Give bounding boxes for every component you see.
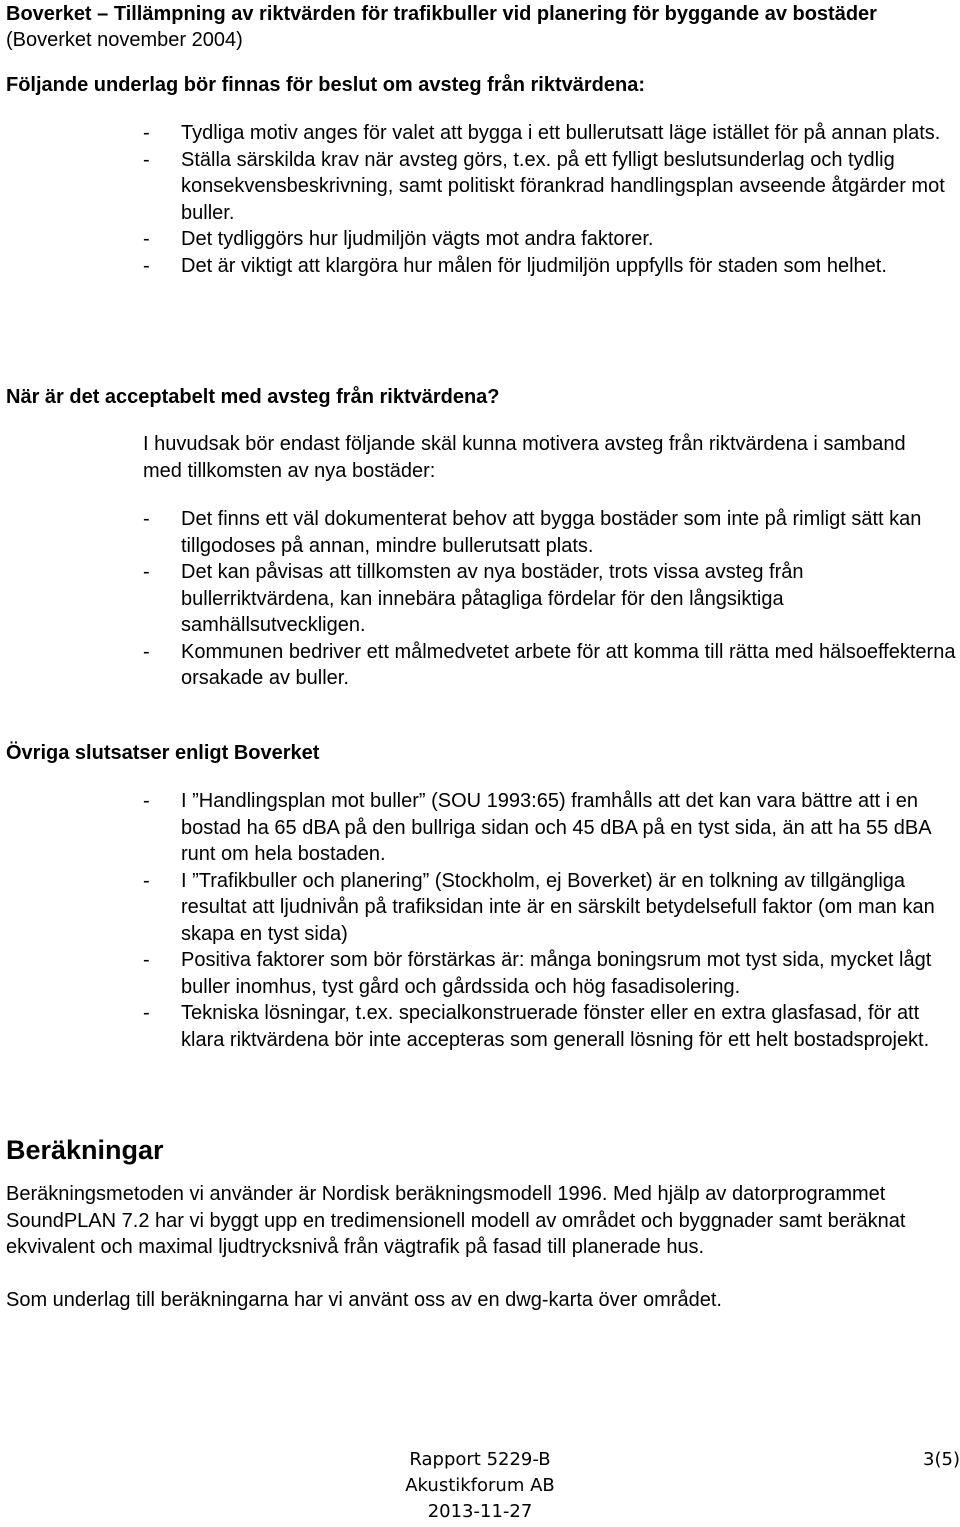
section-heading-slutsatser: Övriga slutsatser enligt Boverket: [6, 742, 320, 764]
title-bold: Boverket – Tillämpning av riktvärden för trafikbuller vid planering för byggande av bostäder: [6, 3, 877, 25]
list-item: - Kommunen bedriver ett målmedvetet arbete för att komma till rätta med hälsoeffekterna orsakade av buller.: [143, 640, 956, 689]
list-item: - Tekniska lösningar, t.ex. specialkonstruerade fönster eller en extra glasfasad, för att klara riktvärdena bör inte accepteras som generall lösning för ett helt bostadsprojekt.: [143, 1002, 930, 1051]
list-item: - Det finns ett väl dokumenterat behov att bygga bostäder som inte på rimligt sätt kan tillgodoses på annan, mindre bullerutsatt plats.: [143, 508, 922, 557]
acceptabelt-intro: I huvudsak bör endast följande skäl kunna motivera avsteg från riktvärdena i samband med tillkomsten av nya bostäder:: [143, 433, 906, 482]
acceptabelt-list: [143, 506, 958, 692]
underlag-list: [143, 120, 958, 279]
list-item: - Tydliga motiv anges för valet att bygga i ett bullerutsatt läge istället för på annan plats.: [143, 122, 941, 144]
list-item: - Det är viktigt att klargöra hur målen för ljudmiljön uppfylls för staden som helhet.: [143, 254, 887, 277]
list-item: - Ställa särskilda krav när avsteg görs, t.ex. på ett fylligt beslutsunderlag och tydlig konsekvensbeskrivning, samt politiskt förankrad handlingsplan avseende åtgärder mot buller.: [143, 148, 945, 224]
list-item: - Det kan påvisas att tillkomsten av nya bostäder, trots vissa avsteg från bullerriktvärdena, kan innebära påtagliga fördelar för den långsiktiga samhällsutveckligen.: [143, 561, 804, 636]
footer-date: 2013-11-27: [427, 1501, 533, 1522]
section-heading-underlag: Följande underlag bör finnas för beslut om avsteg från riktvärdena:: [6, 74, 646, 96]
section-heading-berakningar: Beräkningar: [6, 1135, 164, 1165]
list-item: - Positiva faktorer som bör förstärkas är: många boningsrum mot tyst sida, mycket lågt buller inomhus, tyst gård och gårdssida och hög fasadisolering.: [143, 949, 932, 998]
title-source: (Boverket november 2004): [6, 29, 243, 51]
footer-company: Akustikforum AB: [405, 1475, 555, 1496]
page-number: 3(5): [923, 1449, 960, 1470]
list-item: - I ”Handlingsplan mot buller” (SOU 1993:65) framhålls att det kan vara bättre att i en bostad ha 65 dBA på den bullriga sidan och 45 dBA på en tyst sida, än att ha 55 dBA runt om hela bostaden.: [143, 790, 931, 865]
slutsatser-list: [143, 788, 960, 1053]
berakningar-paragraph-2: Som underlag till beräkningarna har vi använt oss av en dwg-karta över området.: [6, 1289, 722, 1311]
berakningar-paragraph: Beräkningsmetoden vi använder är Nordisk beräkningsmodell 1996. Med hjälp av datorprogrammet SoundPLAN 7.2 har vi byggt upp en tredimensionell modell av området och byggnader samt beräknat ekvivalent och maximal ljudtrycksnivå från vägtrafik på fasad till planerade hus.: [6, 1183, 906, 1258]
document-title: [6, 1, 951, 53]
footer-report: Rapport 5229-B: [409, 1449, 551, 1470]
section-heading-acceptabelt: När är det acceptabelt med avsteg från riktvärdena?: [6, 386, 500, 408]
page-footer: [380, 1447, 580, 1525]
list-item: - Det tydliggörs hur ljudmiljön vägts mot andra faktorer.: [143, 228, 654, 250]
list-item: - I ”Trafikbuller och planering” (Stockholm, ej Boverket) är en tolkning av tillgängliga resultat att ljudnivån på trafiksidan inte är en särskilt betydelsefull faktor (om man kan skapa en tyst sida): [143, 869, 935, 945]
